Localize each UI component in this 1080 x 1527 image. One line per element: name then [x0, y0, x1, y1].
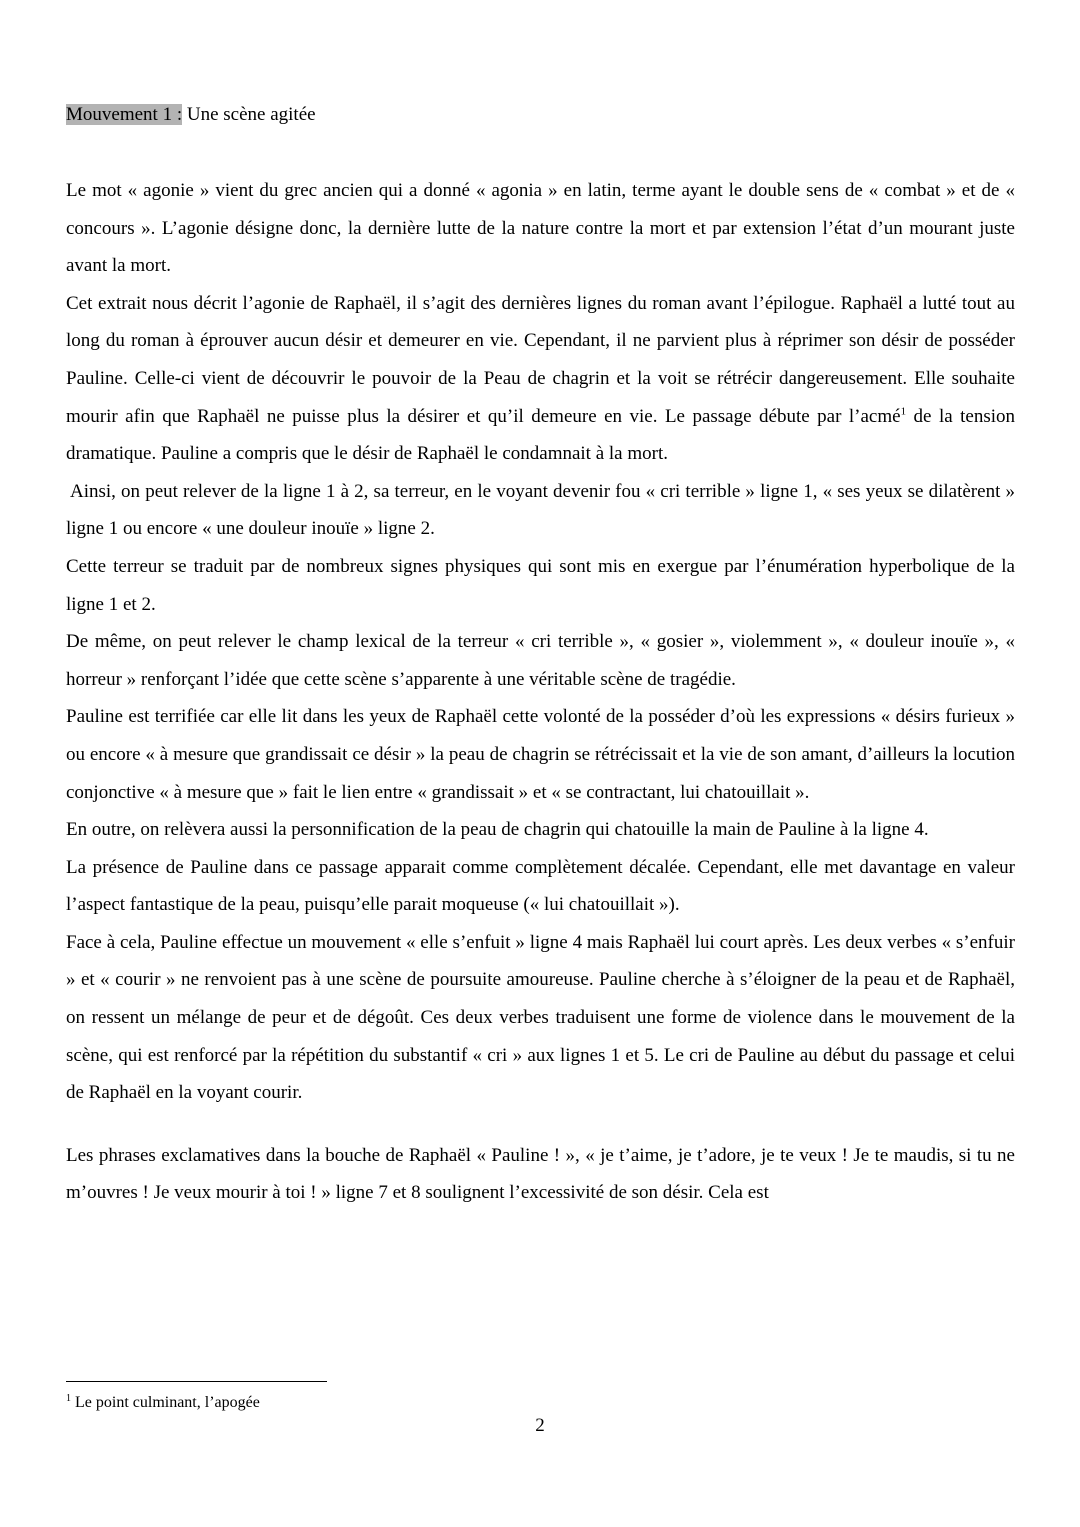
body-text: [66, 172, 1015, 1212]
paragraph: De même, on peut relever le champ lexical de la terreur « cri terrible », « gosier », violemment », « douleur inouïe », « horreur » renforçant l’idée que cette scène s’apparente à une véritable scène de tragédie.: [66, 631, 1015, 690]
paragraph: Ainsi, on peut relever de la ligne 1 à 2, sa terreur, en le voyant devenir fou « cri terrible » ligne 1, « ses yeux se dilatèrent » ligne 1 ou encore « une douleur inouïe » ligne 2.: [66, 480, 1015, 540]
paragraph: En outre, on relèvera aussi la personnification de la peau de chagrin qui chatouille la main de Pauline à la ligne 4.: [66, 819, 929, 841]
heading-highlight-label: Mouvement 1 :: [66, 104, 183, 125]
paragraph: Le mot « agonie » vient du grec ancien qui a donné « agonia » en latin, terme ayant le double sens de « combat » et de « concours ». L’agonie désigne donc, la dernière lutte de la nature contre la mort et par extension l’état d’un mourant juste avant la mort.: [66, 180, 1015, 277]
footnote-text: Le point culminant, l’apogée: [75, 1394, 260, 1411]
paragraph-text: de la tension dramatique. Pauline a compris que le désir de Raphaël le condamnait à la mort.: [66, 405, 1016, 465]
paragraph: [66, 285, 1015, 473]
section-heading: [66, 102, 316, 128]
paragraph-text: Cet extrait nous décrit l’agonie de Raphaël, il s’agit des dernières lignes du roman avant l’épilogue. Raphaël a lutté tout au long du roman à éprouver aucun désir et demeurer en vie. Cependant, il ne parvient plus à réprimer son désir de posséder Pauline. Celle-ci vient de découvrir le pouvoir de la Peau de chagrin et la voit se rétrécir dangereusement. Elle souhaite mourir afin que Raphaël ne puisse plus la désirer et qu’il demeure en vie. Le passage débute par l’acmé: [66, 292, 1015, 427]
footnote: [66, 1392, 260, 1414]
paragraph: La présence de Pauline dans ce passage apparait comme complètement décalée. Cependant, elle met davantage en valeur l’aspect fantastique de la peau, puisqu’elle parait moqueuse (« lui chatouillait »).: [66, 856, 1015, 916]
heading-title: Une scène agitée: [182, 104, 316, 125]
footnote-number: 1: [66, 1392, 71, 1404]
paragraph: Les phrases exclamatives dans la bouche de Raphaël « Pauline ! », « je t’aime, je t’adore, je te veux ! Je te maudis, si tu ne m’ouvres ! Je veux mourir à toi ! » ligne 7 et 8 soulignent l’excessivité de son désir. Cela est: [66, 1144, 1015, 1204]
page-number: 2: [535, 1415, 545, 1436]
footnote-reference[interactable]: 1: [900, 405, 907, 418]
paragraph: Pauline est terrifiée car elle lit dans les yeux de Raphaël cette volonté de la posséder d’où les expressions « désirs furieux » ou encore « à mesure que grandissait ce désir » la peau de chagrin se rétrécissait et la vie de son amant, d’ailleurs la locution conjonctive « à mesure que » fait le lien entre « grandissait » et « se contractant, lui chatouillait ».: [66, 706, 1015, 803]
footnote-separator: [66, 1381, 327, 1382]
paragraph: Face à cela, Pauline effectue un mouvement « elle s’enfuit » ligne 4 mais Raphaël lui court après. Les deux verbes « s’enfuir » et « courir » ne renvoient pas à une scène de poursuite amoureuse. Pauline cherche à s’éloigner de la peau et de Raphaël, on ressent un mélange de peur et de dégoût. Ces deux verbes traduisent une forme de violence dans le mouvement de la scène, qui est renforcé par la répétition du substantif « cri » aux lignes 1 et 5. Le cri de Pauline au début du passage et celui de Raphaël en la voyant courir.: [66, 931, 1015, 1104]
paragraph: Cette terreur se traduit par de nombreux signes physiques qui sont mis en exergue par l’énumération hyperbolique de la ligne 1 et 2.: [66, 555, 1015, 615]
